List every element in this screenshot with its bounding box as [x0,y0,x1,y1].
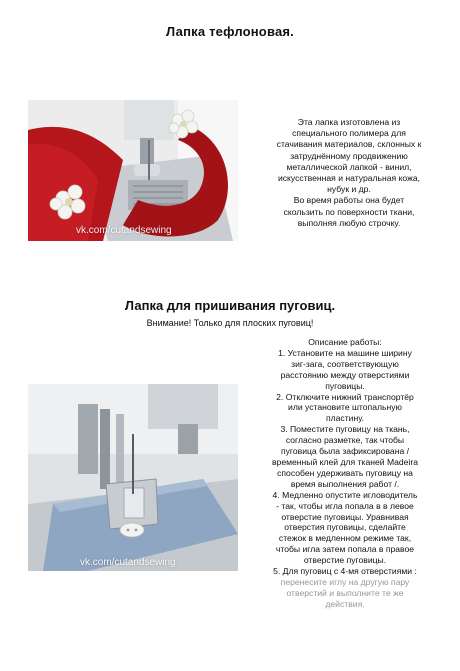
desc-line: стачивания материалов, склонных к [276,139,422,150]
instruction-line: пуговица была зафиксирована / [280,446,410,457]
instruction-line: или установите штопальную [288,402,402,413]
desc-line: металлической лапкой - винил, [286,161,412,172]
instruction-line: 2. Отключите нижний транспортёр [276,391,414,402]
desc-line: скользить по поверхности ткани, [283,206,415,217]
desc-line: нубук и др. [327,184,371,195]
section2-title: Лапка для пришивания пуговиц. [124,298,336,313]
instruction-line: отверстие пуговицы. [303,555,387,566]
instruction-line: временный клей для тканей Madeira [271,456,418,467]
instruction-line: чтобы игла затем попала в правое [275,544,415,555]
instruction-line: Описание работы: [308,337,382,347]
desc-line: затруднённому продвижению [290,150,408,161]
instruction-line: перенесите иглу на другую пару [280,576,410,587]
instruction-line: 3. Поместите пуговицу на ткань, [280,424,410,435]
instruction-line: пластину. [325,413,365,424]
desc-line: Эта лапка изготовлена из [297,117,401,127]
instruction-line: действия. [325,598,365,609]
instruction-line: 5. Для пуговиц с 4-мя отверстиями : [273,566,417,577]
instruction-line: согласно разметке, так чтобы [285,435,405,446]
instruction-line: отверстий и выполните те же [286,587,404,598]
desc-line: Во время работы она будет [293,195,405,206]
desc-line: выполняя любую строчку. [297,217,401,228]
instruction-line: 1. Установите на машине ширину [278,347,412,358]
section1-title: Лапка тефлоновая. [166,24,294,39]
photo2-watermark: vk.com/cutandsewing [80,557,176,568]
section2-instructions [248,337,442,610]
instruction-line: отверстие пуговицы. Уравнивая [281,511,409,522]
teflon-foot-illustration [28,100,238,241]
instruction-line: расстоянию между отверстиями [280,369,410,380]
instruction-line: - так, чтобы игла попала в в левое [276,500,414,511]
instruction-line: 4. Медленно опустите игловодитель [272,489,418,500]
instruction-line: способен удерживать пуговицу на [277,467,413,478]
desc-line: искусственная и натуральная кожа, [277,173,421,184]
instruction-line: стежок в медленном режиме так, [278,533,412,544]
teflon-foot-photo [28,100,238,241]
desc-line: специального полимера для [292,128,406,139]
instruction-line: пуговицы. [325,380,365,391]
section2-note: Внимание! Только для плоских пуговиц! [146,318,314,328]
instruction-line: время выполнения работ /. [290,478,400,489]
photo1-watermark: vk.com/cutandsewing [76,225,172,236]
instruction-line: отверстия пуговицы, сделайте [284,522,406,533]
instruction-line: зиг-зага, соответствующую [291,358,399,369]
section1-description [264,117,434,229]
button-foot-illustration [28,384,238,571]
button-foot-photo [28,384,238,571]
